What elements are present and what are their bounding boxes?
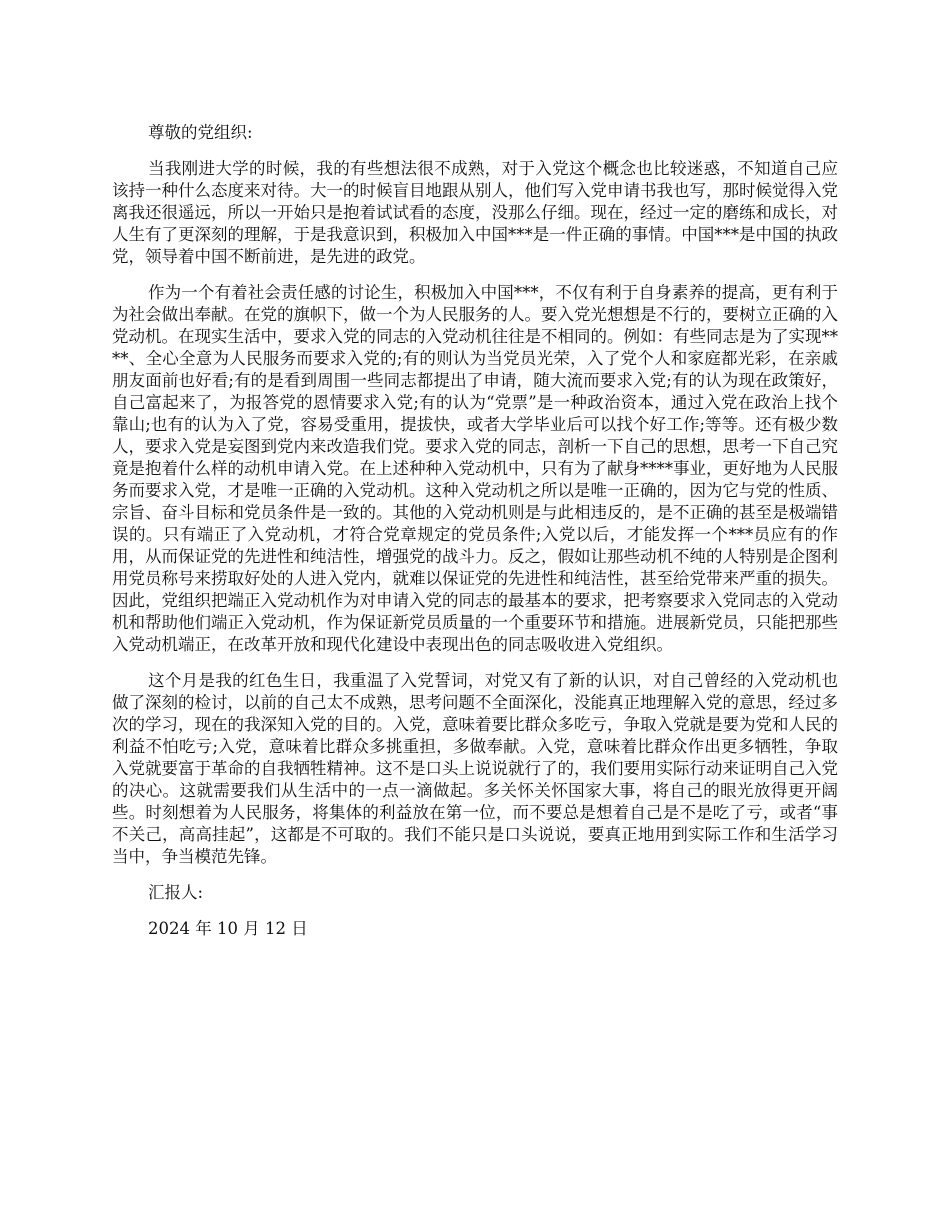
body-paragraph-3: 这个月是我的红色生日，我重温了入党誓词，对党又有了新的认识，对自己曾经的入党动机也做了深刻的检讨，以前的自己太不成熟，思考问题不全面深化，没能真正地理解入党的意思，经过多次的学习，现在的我深知入党的目的。入党，意味着要比群众多吃亏，争取入党就是要为党和人民的利益不怕吃亏;入党，意味着比群众多挑重担，多做奉献。入党，意味着比群众作出更多牺牲，争取入党就要富于革命的自我牺牲精神。这不是口头上说说就行了的，我们要用实际行动来证明自己入党的决心。这就需要我们从生活中的一点一滴做起。多关怀关怀国家大事，将自己的眼光放得更开阔些。时刻想着为人民服务，将集体的利益放在第一位，而不要总是想着自己是不是吃了亏，或者“事不关己，高高挂起”，这都是不可取的。我们不能只是口头说说，要真正地用到实际工作和生活学习当中，争当模范先锋。 <box>112 671 838 866</box>
report-date: 2024 年 10 月 12 日 <box>148 919 308 938</box>
body-paragraph-1: 当我刚进大学的时候，我的有些想法很不成熟，对于入党这个概念也比较迷惑，不知道自己应该持一种什么态度来对待。大一的时候盲目地跟从别人，他们写入党申请书我也写，那时候觉得入党离我还很遥远，所以一开始只是抱着试试看的态度，没那么仔细。现在，经过一定的磨练和成长，对人生有了更深刻的理解，于是我意识到，积极加入中国***是一件正确的事情。中国***是中国的执政党，领导着中国不断前进，是先进的政党。 <box>112 159 838 266</box>
signer-label: 汇报人: <box>148 883 204 902</box>
salutation: 尊敬的党组织: <box>148 123 253 142</box>
body-paragraph-2: 作为一个有着社会责任感的讨论生，积极加入中国***，不仅有利于自身素养的提高，更有利于为社会做出奉献。在党的旗帜下，做一个为人民服务的人。要入党光想想是不行的，要树立正确的入党动机。在现实生活中，要求入党的同志的入党动机往往是不相同的。例如：有些同志是为了实现****、全心全意为人民服务而要求入党的;有的则认为当党员光荣，入了党个人和家庭都光彩，在亲戚朋友面前也好看;有的是看到周围一些同志都提出了申请，随大流而要求入党;有的认为现在政策好，自己富起来了，为报答党的恩情要求入党;有的认为“党票”是一种政治资本，通过入党在政治上找个靠山;也有的认为入了党，容易受重用，提拔快，或者大学毕业后可以找个好工作;等等。还有极少数人，要求入党是妄图到党内来改造我们党。要求入党的同志，剖析一下自己的思想，思考一下自己究竟是抱着什么样的动机申请入党。在上述种种入党动机中，只有为了献身****事业，更好地为人民服务而要求入党，才是唯一正确的入党动机。这种入党动机之所以是唯一正确的，因为它与党的性质、宗旨、奋斗目标和党员条件是一致的。其他的入党动机则是与此相违反的，是不正确的甚至是极端错误的。只有端正了入党动机，才符合党章规定的党员条件;入党以后，才能发挥一个***员应有的作用，从而保证党的先进性和纯洁性，增强党的战斗力。反之，假如让那些动机不纯的人特别是企图利用党员称号来捞取好处的人进入党内，就难以保证党的先进性和纯洁性，甚至给党带来严重的损失。因此，党组织把端正入党动机作为对申请入党的同志的最基本的要求，把考察要求入党同志的入党动机和帮助他们端正入党动机，作为保证新党员质量的一个重要环节和措施。进展新党员，只能把那些入党动机端正，在改革开放和现代化建设中表现出色的同志吸收进入党组织。 <box>112 283 838 654</box>
